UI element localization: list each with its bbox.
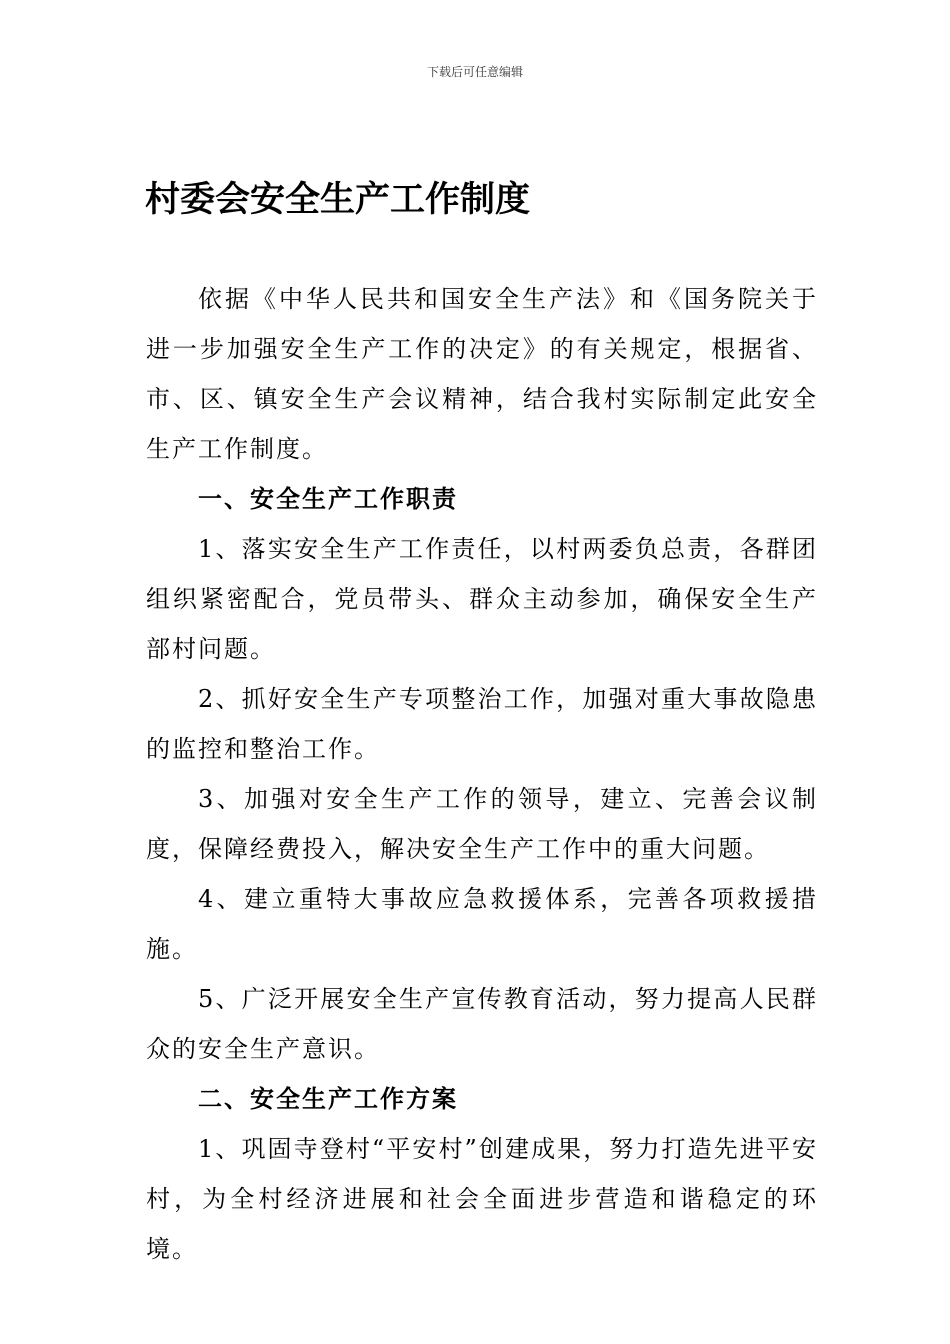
document-body [146,274,818,1274]
page-header-note: 下载后可任意编辑 [426,65,523,79]
responsibility-item-1: 1、落实安全生产工作责任，以村两委负总责，各群团组织紧密配合，党员带头、群众主动参加，确保安全生产部村问题。 [146,535,818,663]
responsibility-item-5: 5、广泛开展安全生产宣传教育活动，努力提高人民群众的安全生产意识。 [146,985,818,1063]
plan-item-1: 1、巩固寺登村“平安村”创建成果，努力打造先进平安村，为全村经济进展和社会全面进步营造和谐稳定的环境。 [146,1135,818,1263]
responsibility-item-3: 3、加强对安全生产工作的领导，建立、完善会议制度，保障经费投入，解决安全生产工作中的重大问题。 [146,785,818,863]
responsibility-item-4: 4、建立重特大事故应急救援体系，完善各项救援措施。 [146,885,818,963]
section-heading-plan: 二、安全生产工作方案 [198,1085,458,1113]
intro-paragraph: 依据《中华人民共和国安全生产法》和《国务院关于进一步加强安全生产工作的决定》的有关规定，根据省、市、区、镇安全生产会议精神，结合我村实际制定此安全生产工作制度。 [146,285,818,463]
section-heading-responsibilities: 一、安全生产工作职责 [198,485,458,513]
document-title: 村委会安全生产工作制度 [145,180,531,220]
responsibility-item-2: 2、抓好安全生产专项整治工作，加强对重大事故隐患的监控和整治工作。 [146,685,818,763]
